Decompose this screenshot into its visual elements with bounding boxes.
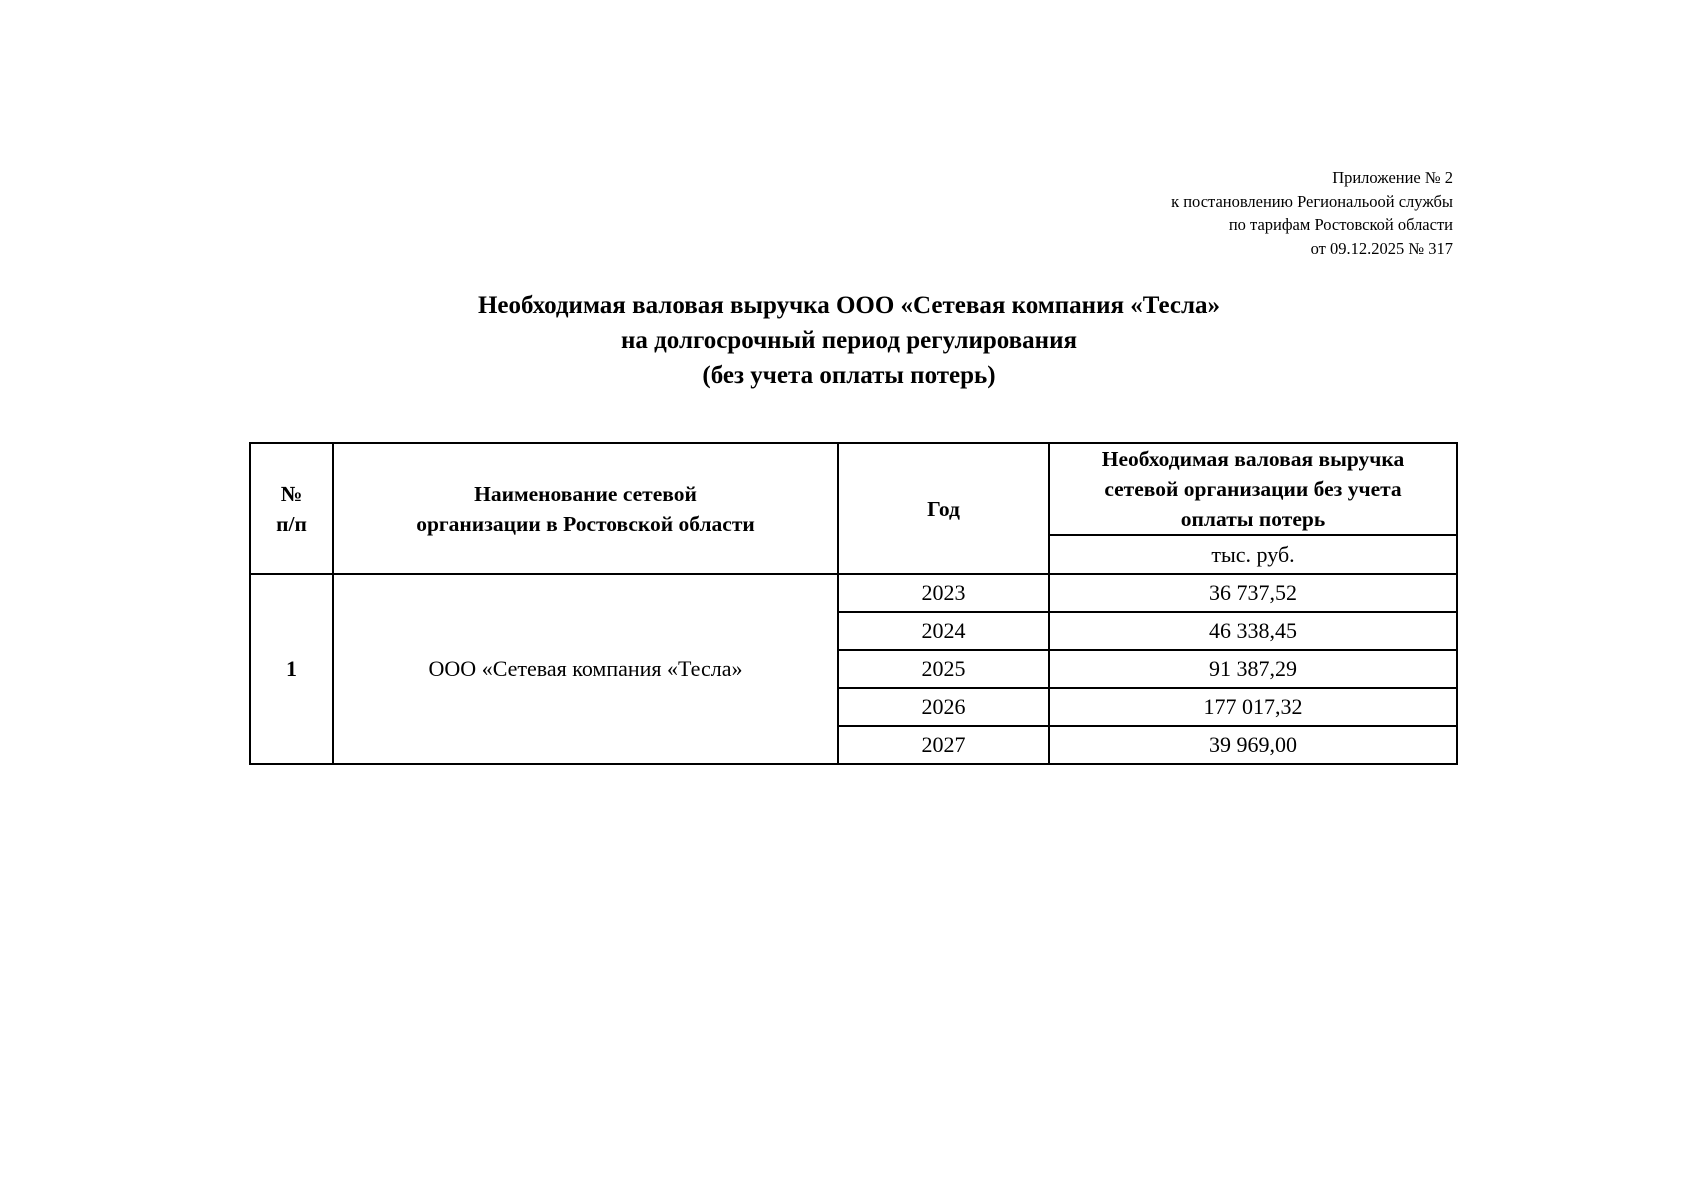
value-cell: 177 017,32 bbox=[1049, 688, 1457, 726]
title-line-3: (без учета оплаты потерь) bbox=[702, 362, 996, 389]
header-number: № п/п bbox=[250, 443, 333, 574]
header-org-name: Наименование сетевой организации в Ростовской области bbox=[333, 443, 838, 574]
title-line-1: Необходимая валовая выручка ООО «Сетевая компания «Тесла» bbox=[477, 292, 1221, 319]
value-cell: 39 969,00 bbox=[1049, 726, 1457, 764]
year-cell: 2025 bbox=[838, 650, 1049, 688]
value-cell: 46 338,45 bbox=[1049, 612, 1457, 650]
year-cell: 2024 bbox=[838, 612, 1049, 650]
org-name-cell: ООО «Сетевая компания «Тесла» bbox=[333, 574, 838, 764]
annex-block bbox=[1171, 166, 1453, 260]
table-row bbox=[250, 574, 1457, 612]
value-cell: 36 737,52 bbox=[1049, 574, 1457, 612]
annex-line-1: Приложение № 2 bbox=[1332, 168, 1453, 187]
header-units: тыс. руб. bbox=[1049, 535, 1457, 574]
annex-line-4: от 09.12.2025 № 317 bbox=[1310, 238, 1453, 258]
document-title bbox=[0, 288, 1698, 393]
value-cell: 91 387,29 bbox=[1049, 650, 1457, 688]
annex-line-2: к постановлению Региональоой службы bbox=[1171, 191, 1453, 211]
header-year: Год bbox=[838, 443, 1049, 574]
year-cell: 2027 bbox=[838, 726, 1049, 764]
title-line-2: на долгосрочный период регулирования bbox=[620, 327, 1078, 354]
year-cell: 2026 bbox=[838, 688, 1049, 726]
annex-line-3: по тарифам Ростовской области bbox=[1228, 215, 1453, 234]
year-cell: 2023 bbox=[838, 574, 1049, 612]
header-nvv: Необходимая валовая выручка сетевой организации без учета оплаты потерь bbox=[1049, 443, 1457, 535]
revenue-table bbox=[249, 442, 1458, 765]
org-number-cell: 1 bbox=[250, 574, 333, 764]
header-row bbox=[250, 443, 1457, 535]
